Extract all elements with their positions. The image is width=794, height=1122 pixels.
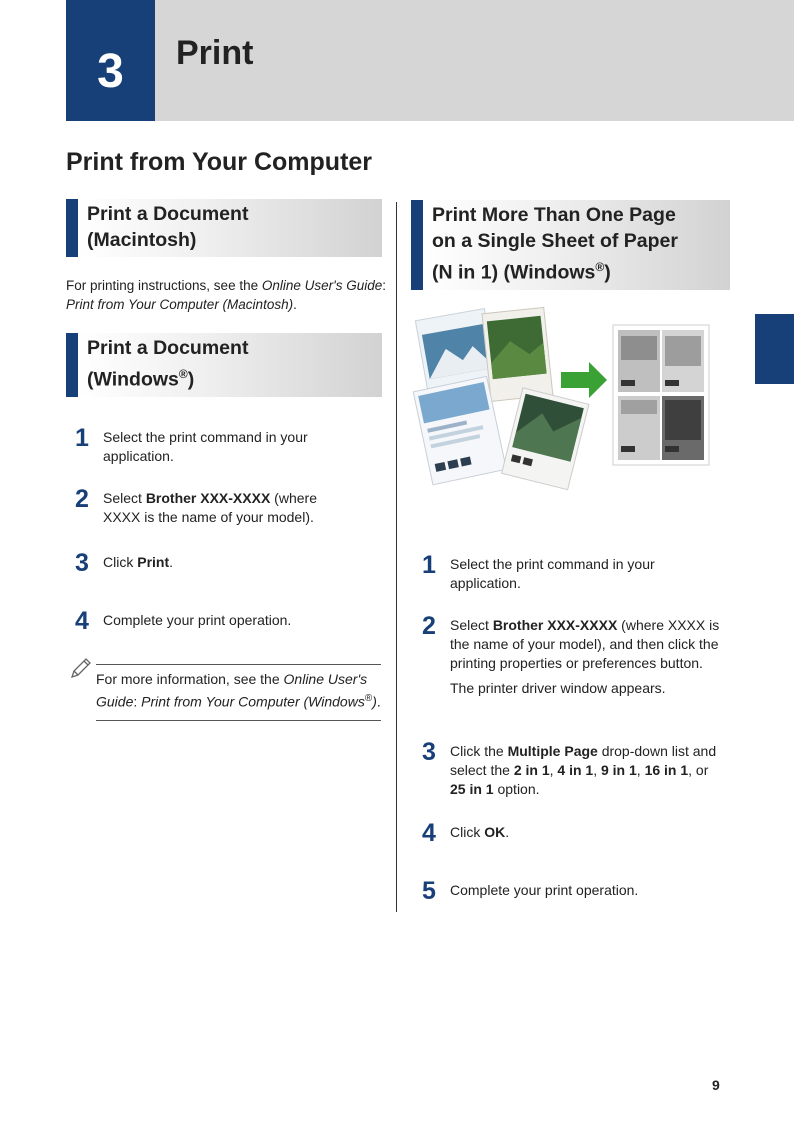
windows-heading-close: ) — [187, 368, 195, 391]
mac-heading — [66, 199, 382, 257]
mac-text-3: : — [382, 278, 386, 293]
step-text: , — [549, 762, 558, 778]
step-ok-label: OK — [484, 824, 506, 840]
mac-text-1: For printing instructions, see the — [66, 278, 262, 293]
step-text: Complete your print operation. — [450, 882, 639, 898]
mac-heading-line2: (Macintosh) — [87, 229, 197, 251]
step-number: 5 — [422, 877, 436, 905]
n-in-1-illustration — [411, 300, 719, 500]
section-title: Print from Your Computer — [66, 148, 373, 176]
step-text: Select — [103, 490, 146, 506]
windows-heading-line1: Print a Document — [87, 337, 249, 359]
left-step-4 — [75, 608, 365, 634]
step-text: Select the print command in your application. — [450, 556, 655, 591]
step-result-text: The printer driver window appears. — [450, 680, 666, 696]
right-step-2 — [422, 613, 722, 698]
right-step-5 — [422, 878, 722, 904]
note-reg: ® — [364, 693, 373, 704]
step-number: 3 — [422, 738, 436, 766]
right-step-4 — [422, 820, 722, 846]
step-number: 4 — [422, 819, 436, 847]
column-divider — [396, 202, 397, 912]
chapter-title: Print — [176, 34, 254, 72]
option-2-in-1: 2 in 1 — [513, 762, 550, 778]
step-text: , — [593, 762, 601, 778]
step-model-name: Brother XXX-XXXX — [145, 490, 271, 506]
windows-heading — [66, 333, 382, 397]
step-number: 2 — [75, 485, 89, 513]
step-model-name: Brother XXX-XXXX — [492, 617, 618, 633]
step-number: 1 — [422, 551, 436, 579]
n-in-1-heading-line3: (N in 1) (Windows — [432, 261, 596, 284]
windows-heading-reg: ® — [178, 367, 188, 381]
step-text: Click — [103, 554, 138, 570]
step-print-label: Print — [137, 554, 170, 570]
mac-instructions — [66, 276, 386, 314]
option-25-in-1: 25 in 1 — [450, 781, 494, 797]
step-text: (where XXXX is the name of your model), and then click the printing properties or preferences button. — [450, 617, 720, 671]
step-text: Select the print command in your application. — [103, 429, 308, 464]
left-step-3 — [75, 550, 355, 576]
option-9-in-1: 9 in 1 — [600, 762, 637, 778]
left-step-1 — [75, 425, 345, 466]
note-box — [96, 664, 381, 721]
note-guide: Online User's Guide — [96, 671, 368, 710]
mac-heading-line1: Print a Document — [87, 203, 249, 225]
page-4-image — [502, 388, 589, 490]
mac-text-guide: Online User's Guide — [261, 278, 383, 293]
note-text: For more information, see the — [96, 671, 284, 687]
multiple-page-label: Multiple Page — [507, 743, 598, 759]
note-text: . — [376, 693, 381, 710]
step-text: Click the — [450, 743, 508, 759]
chapter-side-tab — [755, 314, 794, 384]
step-text: . — [169, 554, 174, 570]
step-text: Complete your print operation. — [103, 612, 292, 628]
step-text: Click — [450, 824, 485, 840]
step-text: , or — [688, 762, 709, 778]
right-step-3 — [422, 739, 722, 799]
step-text: (where XXXX is the name of your model). — [103, 490, 317, 525]
left-step-2 — [75, 486, 355, 527]
page-number: 9 — [712, 1077, 720, 1093]
chapter-number: 3 — [66, 0, 155, 121]
n-in-1-heading-line2: on a Single Sheet of Paper — [432, 230, 678, 252]
mac-text-5: . — [293, 297, 297, 312]
step-text: Select — [450, 617, 493, 633]
step-number: 3 — [75, 549, 89, 577]
note-topic: Print from Your Computer (Windows — [141, 693, 365, 710]
n-in-1-heading-line1: Print More Than One Page — [432, 204, 676, 226]
combined-sheet-image — [613, 325, 709, 465]
step-number: 2 — [422, 612, 436, 640]
option-16-in-1: 16 in 1 — [644, 762, 689, 778]
step-text: drop-down list and select the — [450, 743, 717, 778]
mac-text-topic: Print from Your Computer (Macintosh) — [66, 297, 294, 312]
n-in-1-heading-reg: ® — [595, 260, 605, 274]
step-text: , — [636, 762, 645, 778]
step-number: 4 — [75, 607, 89, 635]
step-text: option. — [493, 781, 540, 797]
windows-heading-line2: (Windows — [87, 368, 179, 391]
step-text: . — [505, 824, 510, 840]
note-text: : — [133, 693, 142, 710]
arrow-right-icon — [561, 362, 607, 398]
right-step-1 — [422, 552, 722, 593]
n-in-1-heading-close: ) — [604, 261, 611, 284]
step-number: 1 — [75, 424, 89, 452]
page-2-image — [482, 307, 553, 401]
note-topic-close: ) — [372, 693, 377, 710]
n-in-1-heading — [411, 200, 730, 290]
pencil-icon — [69, 656, 93, 680]
option-4-in-1: 4 in 1 — [557, 762, 594, 778]
